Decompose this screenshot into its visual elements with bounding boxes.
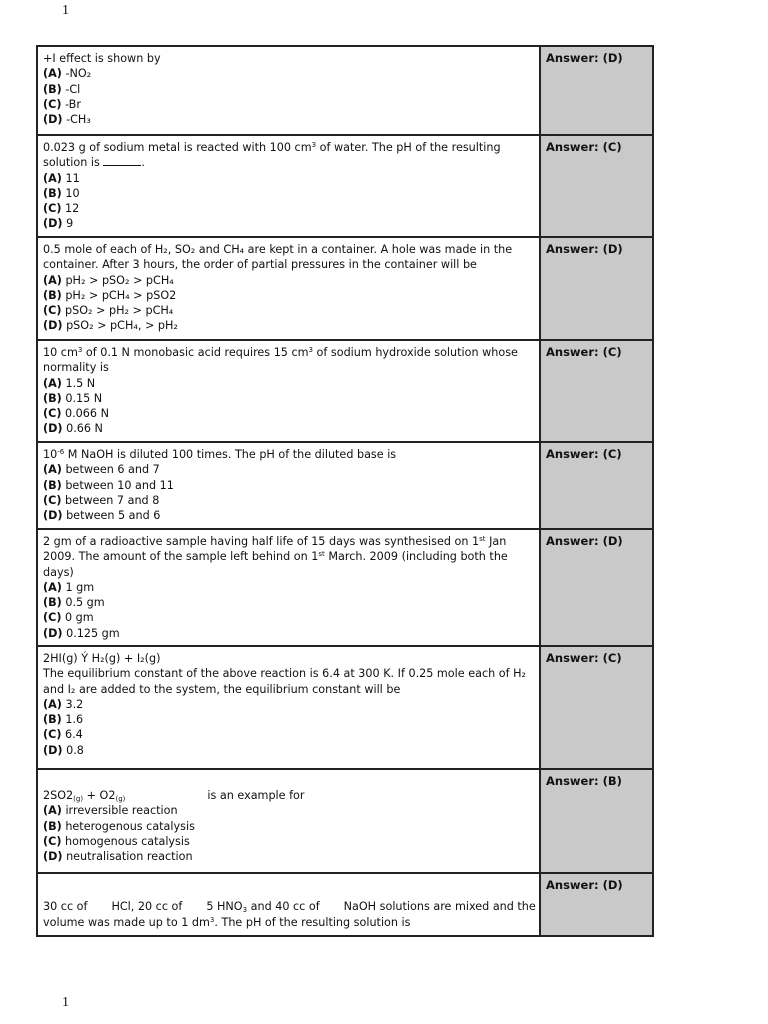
question-row <box>37 769 653 873</box>
question-cell <box>37 237 540 340</box>
question-row <box>37 237 653 340</box>
option-c: (C) -Br <box>43 97 81 111</box>
question-cell <box>37 646 540 769</box>
option-c: (C) homogenous catalysis <box>43 834 190 848</box>
reaction-equation: $2SO2_{(g)} + O2_{(g)}$ <box>43 789 126 803</box>
question-cell <box>37 46 540 135</box>
option-b: (B) 0.5 gm <box>43 596 105 610</box>
question-stem: +I effect is shown by <box>43 52 161 65</box>
answer-cell: Answer: (C) <box>540 646 653 769</box>
page-number-bottom: 1 <box>62 995 69 1010</box>
option-c: (C) 12 <box>43 202 80 216</box>
question-row <box>37 46 653 135</box>
answer-cell: Answer: (D) <box>540 46 653 135</box>
question-cell <box>37 769 540 873</box>
reaction-equation: 2HI(g) Ý H₂(g) + I₂(g) <box>43 652 161 665</box>
question-cell <box>37 340 540 442</box>
question-row <box>37 646 653 769</box>
option-b: (B) -Cl <box>43 82 81 96</box>
option-a: (A) pH₂ > pSO₂ > pCH₄ <box>43 273 174 287</box>
question-answer-table <box>36 45 654 937</box>
option-a: (A) 3.2 <box>43 697 84 711</box>
option-a: (A) 1 gm <box>43 580 95 594</box>
option-b: (B) between 10 and 11 <box>43 478 174 492</box>
question-stem: 0.5 mole of each of H₂, SO₂ and CH₄ are kept in a container. A hole was made in the container. After 3 hours, the order of partial pressures in the container will be <box>43 243 513 272</box>
page-number-top: 1 <box>62 3 69 18</box>
question-row <box>37 873 653 936</box>
option-b: (B) pH₂ > pCH₄ > pSO2 <box>43 288 177 302</box>
option-d: (D) -CH₃ <box>43 113 91 127</box>
option-d: (D) between 5 and 6 <box>43 509 161 523</box>
option-d: (D) 0.66 N <box>43 422 103 436</box>
question-stem: 30 cc of HCl, 20 cc of 5 $HNO_3$ and 40 cc of NaOH solutions are mixed and the <box>43 900 536 914</box>
option-b: (B) 10 <box>43 186 80 200</box>
question-stem: 10 $cm^3$ of 0.1 N monobasic acid requires 15 $cm^3$ of sodium hydroxide solution whose normality is <box>43 346 518 375</box>
option-b: (B) 1.6 <box>43 713 84 727</box>
answer-cell: Answer: (B) <box>540 769 653 873</box>
question-row <box>37 135 653 237</box>
option-d: (D) neutralisation reaction <box>43 850 193 864</box>
answer-cell: Answer: (D) <box>540 873 653 936</box>
option-d: (D) 0.8 <box>43 743 84 757</box>
question-stem-continued: volume was made up to 1 $dm^3$. The pH of the resulting solution is <box>43 916 411 929</box>
option-a: (A) 11 <box>43 171 80 185</box>
question-cell <box>37 135 540 237</box>
question-row <box>37 529 653 646</box>
option-b: (B) 0.15 N <box>43 391 103 405</box>
answer-cell: Answer: (D) <box>540 237 653 340</box>
option-c: (C) 0 gm <box>43 611 94 625</box>
option-a: (A) -NO₂ <box>43 67 92 81</box>
answer-cell: Answer: (D) <box>540 529 653 646</box>
option-a: (A) irreversible reaction <box>43 804 178 818</box>
answer-cell: Answer: (C) <box>540 135 653 237</box>
option-d: (D) 0.125 gm <box>43 626 120 640</box>
question-row <box>37 340 653 442</box>
option-d: (D) 9 <box>43 217 74 231</box>
option-c: (C) pSO₂ > pH₂ > pCH₄ <box>43 304 174 318</box>
question-stem: $2SO2_{(g)} + O2_{(g)}$ is an example for <box>43 789 305 803</box>
question-cell <box>37 442 540 529</box>
question-stem: 0.023 g of sodium metal is reacted with 100 $cm^3$ of water. The pH of the resulting solution is . <box>43 141 501 170</box>
question-cell <box>37 873 540 936</box>
option-c: (C) 6.4 <box>43 728 83 742</box>
option-a: (A) between 6 and 7 <box>43 463 160 477</box>
option-d: (D) pSO₂ > pCH₄, > pH₂ <box>43 319 178 333</box>
answer-blank <box>103 156 141 166</box>
question-stem: The equilibrium constant of the above reaction is 6.4 at 300 K. If 0.25 mole each of H₂ and I₂ are added to the system, the equilibrium constant will be <box>43 667 526 696</box>
option-a: (A) 1.5 N <box>43 376 96 390</box>
option-c: (C) between 7 and 8 <box>43 493 160 507</box>
question-stem: 2 gm of a radioactive sample having half life of 15 days was synthesised on 1st Jan 2009. The amount of the sample left behind on 1st March. 2009 (including both the days) <box>43 535 508 579</box>
answer-cell: Answer: (C) <box>540 340 653 442</box>
question-stem: $10^{-6}$ M NaOH is diluted 100 times. The pH of the diluted base is <box>43 448 397 461</box>
question-cell <box>37 529 540 646</box>
option-c: (C) 0.066 N <box>43 407 109 421</box>
option-b: (B) heterogenous catalysis <box>43 819 195 833</box>
question-row <box>37 442 653 529</box>
answer-cell: Answer: (C) <box>540 442 653 529</box>
